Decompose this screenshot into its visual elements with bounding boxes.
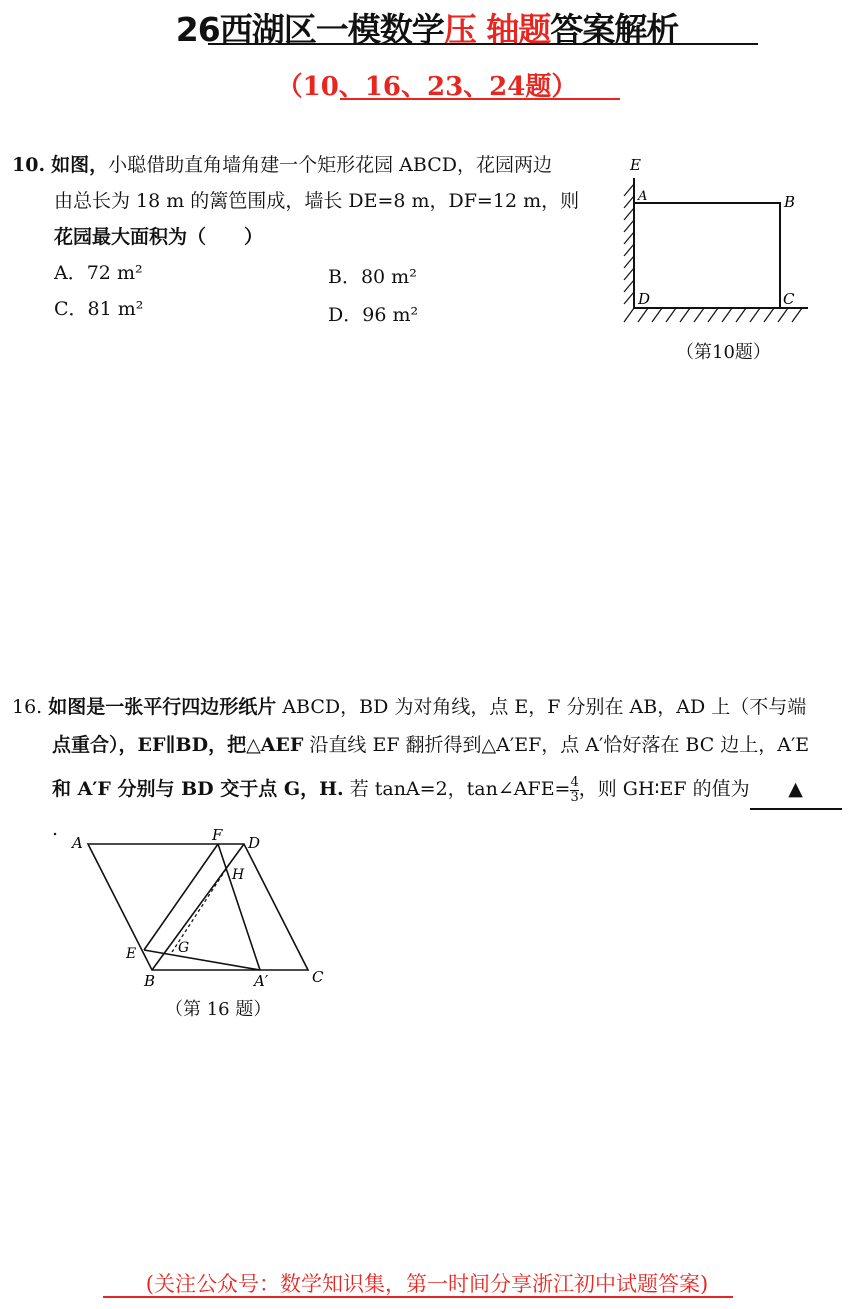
q10-option-d: D．96 m² — [328, 304, 419, 326]
subtitle: （10、16、23、24题） — [276, 72, 578, 102]
segment-gh-dashed — [172, 863, 230, 952]
q16-line3: 若 tanA=2，tan∠AFE= — [343, 778, 571, 800]
label-E: E — [126, 946, 137, 962]
figure-10 — [612, 150, 822, 370]
label-A: A — [72, 834, 83, 852]
q16-line3-end: ，则 GH∶EF 的值为 — [578, 778, 750, 800]
q16-line1-bold: 如图是一张平行四边形纸片 — [48, 696, 277, 718]
q16-fraction — [570, 776, 578, 805]
label-H: H — [232, 867, 245, 883]
figure-16 — [66, 822, 336, 992]
q10-line3: 花园最大面积为（ ） — [54, 226, 264, 248]
answer-blank[interactable] — [750, 770, 842, 810]
title-part-3: 答案解析 — [550, 10, 679, 49]
q10-line1-bold: 如图， — [51, 154, 109, 176]
q10-number: 10. — [12, 154, 46, 176]
figure-10-caption: （第10题） — [676, 342, 771, 363]
q10-line2: 由总长为 18 m 的篱笆围成，墙长 DE=8 m，DF=12 m，则 — [54, 190, 580, 212]
fence-rectangle — [634, 203, 780, 308]
label-C: C — [312, 968, 324, 986]
answer-mark: ▲ — [788, 778, 803, 800]
q16-line2: 沿直线 EF 翻折得到△A′EF，点 A′恰好落在 BC 边上，A′E — [303, 734, 810, 756]
label-B: B — [144, 972, 156, 990]
label-E: E — [630, 156, 641, 174]
diagonal-bd — [152, 844, 244, 970]
q16-line1: ABCD，BD 为对角线，点 E，F 分别在 AB，AD 上（不与端 — [276, 696, 807, 718]
q10-option-b: B．80 m² — [328, 266, 417, 288]
title-part-2: 压 轴题 — [443, 10, 551, 49]
q10-option-c: C．81 m² — [54, 298, 144, 320]
wall-vertical-hatch — [624, 184, 634, 304]
label-G: G — [178, 940, 190, 956]
q16-number: 16. — [12, 696, 43, 718]
fraction-numerator: 4 — [570, 774, 579, 790]
title-part-1: 26西湖区一模数学 — [175, 10, 444, 49]
label-A: A — [638, 189, 648, 204]
q16-line2-bold: 点重合），EF∥BD，把△AEF — [52, 734, 304, 756]
label-B: B — [784, 193, 796, 211]
figure-16-caption: （第 16 题） — [165, 999, 272, 1020]
q16-period: . — [52, 818, 59, 840]
footer-underline — [103, 1296, 733, 1298]
label-F: F — [212, 826, 223, 844]
q16-line3-bold: 和 A′F 分别与 BD 交于点 G，H. — [52, 778, 344, 800]
segment-a1e — [144, 950, 260, 970]
label-D: D — [638, 290, 651, 308]
subtitle-underline — [340, 98, 620, 100]
segment-ef — [144, 844, 218, 950]
wall-horizontal-hatch — [624, 308, 802, 322]
fraction-denominator: 3 — [570, 789, 579, 805]
label-D: D — [248, 834, 261, 852]
title-underline — [208, 43, 758, 45]
q10-line1: 小聪借助直角墙角建一个矩形花园 ABCD，花园两边 — [108, 154, 552, 176]
label-C: C — [783, 290, 795, 308]
label-A-prime: A′ — [254, 972, 269, 990]
question-10 — [12, 147, 602, 255]
q10-option-a: A．72 m² — [54, 262, 143, 284]
footer-note: (关注公众号：数学知识集，第一时间分享浙江初中试题答案) — [145, 1272, 709, 1296]
